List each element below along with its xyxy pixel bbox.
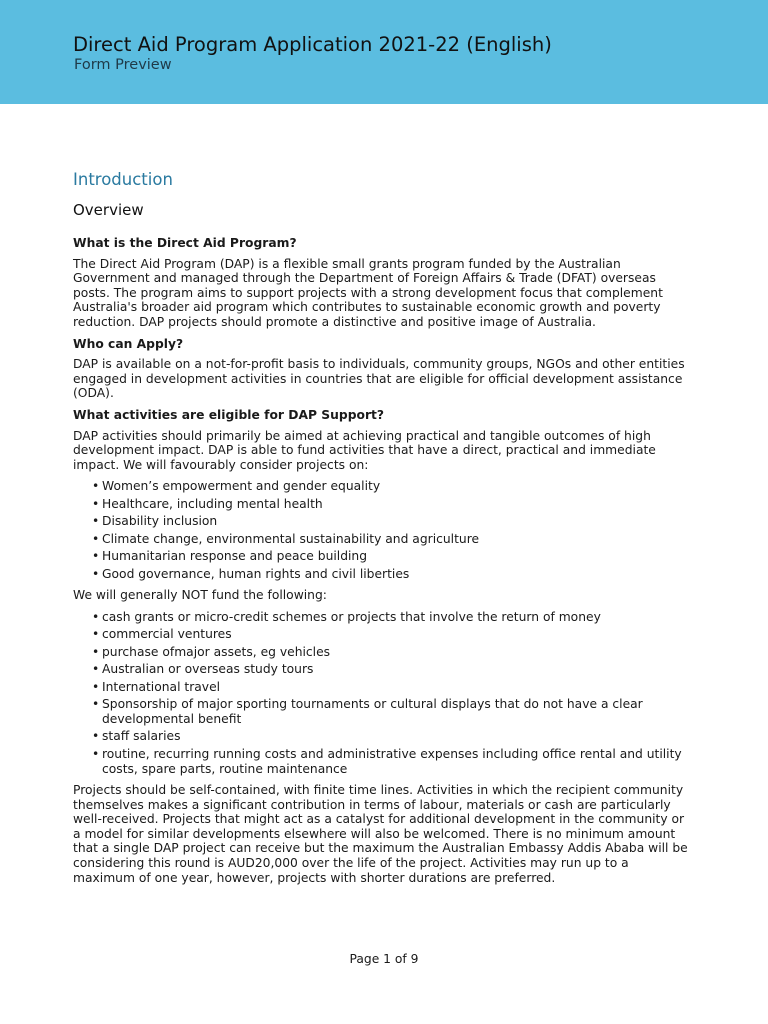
paragraph: DAP is available on a not-for-profit basis to individuals, community groups, NGOs and other entities engaged in development activities in countries that are eligible for official development assistance (ODA). bbox=[73, 357, 685, 401]
not-funded-list bbox=[73, 610, 688, 776]
question-heading: What activities are eligible for DAP Support? bbox=[73, 407, 385, 422]
section-title: Introduction bbox=[73, 170, 173, 189]
form-subtitle: Form Preview bbox=[74, 57, 172, 73]
eligible-list bbox=[73, 479, 688, 581]
list-item: • Disability inclusion bbox=[92, 514, 688, 529]
header-banner bbox=[0, 0, 768, 104]
paragraph: We will generally NOT fund the following: bbox=[73, 588, 327, 603]
question-heading: Who can Apply? bbox=[73, 336, 184, 351]
list-item: • Australian or overseas study tours bbox=[92, 662, 688, 677]
paragraph: The Direct Aid Program (DAP) is a flexible small grants program funded by the Australian Government and managed through the Department of Foreign Affairs & Trade (DFAT) overseas posts. The program aims to support projects with a strong development focus that complement Australia's broader aid program which contributes to sustainable economic growth and poverty reduction. DAP projects should promote a distinctive and positive image of Australia. bbox=[73, 256, 663, 329]
body-text bbox=[73, 236, 688, 892]
list-item: • routine, recurring running costs and administrative expenses including office rental and utility costs, spare parts, routine maintenance bbox=[92, 747, 688, 776]
page-number: Page 1 of 9 bbox=[349, 952, 419, 966]
list-item: • Humanitarian response and peace building bbox=[92, 549, 688, 564]
question-heading: What is the Direct Aid Program? bbox=[73, 236, 297, 250]
list-item: • Climate change, environmental sustainability and agriculture bbox=[92, 532, 688, 547]
list-item: • cash grants or micro-credit schemes or projects that involve the return of money bbox=[92, 610, 688, 625]
form-title: Direct Aid Program Application 2021-22 (English) bbox=[73, 33, 552, 56]
paragraph: DAP activities should primarily be aimed at achieving practical and tangible outcomes of high development impact. DAP is able to fund activities that have a direct, practical and immediate impact. We will favourably consider projects on: bbox=[73, 428, 656, 472]
list-item: • International travel bbox=[92, 680, 688, 695]
list-item: • Healthcare, including mental health bbox=[92, 497, 688, 512]
list-item: • staff salaries bbox=[92, 729, 688, 744]
list-item: • Sponsorship of major sporting tournaments or cultural displays that do not have a clear developmental benefit bbox=[92, 697, 688, 726]
list-item: • purchase ofmajor assets, eg vehicles bbox=[92, 645, 688, 660]
section-subtitle: Overview bbox=[73, 201, 144, 219]
list-item: • Good governance, human rights and civil liberties bbox=[92, 567, 688, 582]
list-item: • commercial ventures bbox=[92, 627, 688, 642]
paragraph: Projects should be self-contained, with finite time lines. Activities in which the recipient community themselves makes a significant contribution in terms of labour, materials or cash are particularly well-received. Projects that might act as a catalyst for additional development in the community or a model for similar developments elsewhere will also be welcomed. There is no minimum amount that a single DAP project can receive but the maximum the Australian Embassy Addis Ababa will be considering this round is AUD20,000 over the life of the project. Activities may run up to a maximum of one year, however, projects with shorter durations are preferred. bbox=[73, 783, 688, 885]
list-item: • Women’s empowerment and gender equality bbox=[92, 479, 688, 494]
